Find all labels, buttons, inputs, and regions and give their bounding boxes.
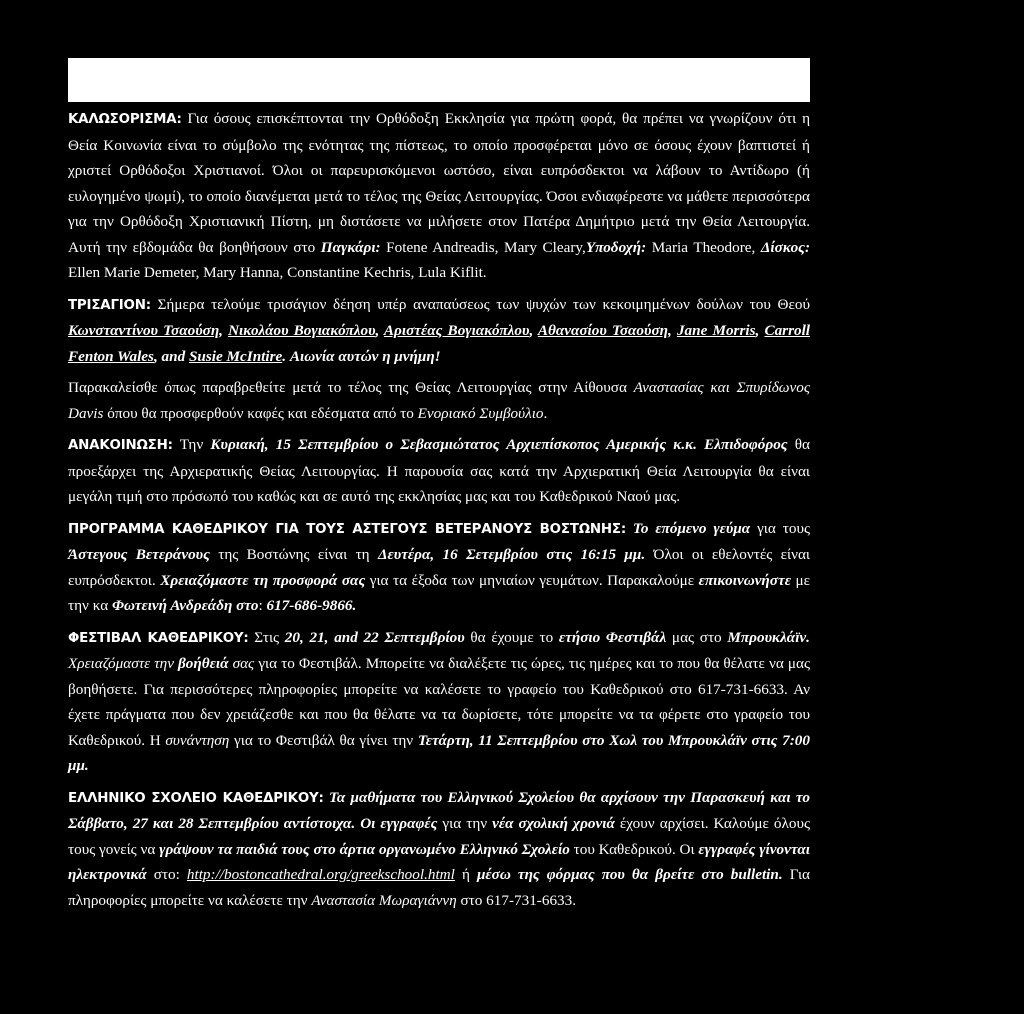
- school-text-4: στο:: [146, 866, 187, 883]
- school-text-7: στο 617-731-6633.: [456, 891, 577, 909]
- hall-name: Αναστασίας και Σπυρίδωνος Davis: [68, 379, 810, 422]
- meeting-word: συνάντηση: [165, 731, 230, 749]
- veterans-heading: ΠΡΟΓΡΑΜΜΑ ΚΑΘΕΔΡΙΚΟΥ ΓΙΑ ΤΟΥΣ ΑΣΤΕΓΟΥΣ ΒΕΤΕΡΑΝΟΥΣ ΒΟΣΤΩΝΗΣ:: [68, 521, 627, 537]
- announcement-highlight: Κυριακή, 15 Σεπτεμβρίου ο Σεβασμιώτατος Αρχιεπίσκοπος Αμερικής κ.κ. Ελπιδοφόρος: [210, 436, 788, 453]
- announcement-text-2: θα προεξάρχει της Αρχιερατικής Θείας Λειτουργίας. Η παρουσία σας κατά την Αρχιερατική Θεία Λειτουργία θα είναι μεγάλη τιμή στο πρόσωπό του καθώς και σε αυτό της εκκλησίας μας και του Καθεδρικού Ναού μας.: [68, 436, 810, 505]
- label-ypodoxi: Υποδοχή:: [585, 238, 647, 256]
- school-text: για την: [437, 815, 493, 832]
- trisagion-heading: ΤΡΙΣΑΓΙΟΝ:: [68, 297, 151, 313]
- colon: :: [258, 597, 267, 614]
- festival-dates: 20, 21, and 22 Σεπτεμβρίου: [284, 628, 465, 646]
- festival-text-5: για το Φεστιβάλ θα γίνει την: [229, 731, 418, 749]
- coffee-text-2: όπου θα προσφερθούν καφές και εδέσματα από το: [103, 404, 418, 422]
- welcome-text: Για όσους επισκέπτονται την Ορθόδοξη Εκκλησία για πρώτη φορά, θα πρέπει να γνωρίζουν ότι η Θεία Κοινωνία είναι το σύμβολο της ενότητας της πίστεως, το οποίο προσφέρεται μόνο σε όσους έχουν βαπτιστεί ή χριστεί Ορθόδοξοι Χριστιανοί. Όλοι οι παρευρισκόμενοι ωστόσο, είναι ευπρόσδεκτοι να λάβουν το Αντίδωρο (ή ευλογημένο ψωμί), το οποίο διανέμεται μετά το τέλος της Θείας Λειτουργίας. Όσοι ενδιαφέρεστε να μάθετε περισσότερα για την Ορθόδοξη Χριστιανική Πίστη, μη διστάσετε να μιλήσετε στον Πατέρα Δημήτριο μετά την Θεία Λειτουργία. Αυτή την εβδομάδα θα βοηθήσουν στο: [68, 110, 811, 256]
- deceased-name-7: Susie McIntire: [188, 347, 283, 365]
- separator: ,: [755, 322, 765, 339]
- trisagion-text: Σήμερα τελούμε τρισάγιον δέηση υπέρ αναπαύσεως των ψυχών των κεκοιμημένων δούλων του Θεού: [150, 295, 810, 313]
- contact-name: Φωτεινή Ανδρεάδη στο: [111, 597, 259, 614]
- school-text-3: του Καθεδρικού. Οι: [569, 840, 699, 858]
- veterans-text-4: για τα έξοδα των μηνιαίων γευμάτων. Παρακαλούμε: [365, 571, 699, 589]
- enroll-children: γράψουν τα παιδιά τους στο άρτια οργανωμένο Ελληνικό Σχολείο: [159, 840, 570, 858]
- help-word: βοήθειά: [178, 655, 229, 672]
- deceased-name-5: Jane Morris: [676, 322, 756, 339]
- trisagion-paragraph: [68, 292, 810, 370]
- school-heading: ΕΛΛΗΝΙΚΟ ΣΧΟΛΕΙΟ ΚΑΘΕΔΡΙΚΟΥ:: [68, 790, 324, 806]
- coffee-text: Παρακαλείσθε όπως παραβρεθείτε μετά το τέλος της Θείας Λειτουργίας στην Αίθουσα: [68, 379, 634, 396]
- school-link[interactable]: http://bostoncathedral.org/greekschool.html: [186, 866, 455, 883]
- bulletin-form: μέσω της φόρμας που θα βρείτε στο bulletin.: [476, 866, 783, 883]
- deceased-name-1: Κωνσταντίνου Τσαούση: [68, 322, 220, 339]
- deceased-name-2: Νικολάου Βογιακόπλου: [228, 322, 376, 339]
- veterans-text-2: της Βοστώνης είναι τη: [209, 546, 378, 563]
- classes-start: Τα μαθήματα του Ελληνικού Σχολείου θα αρχίσουν την Παρασκευή και το Σάββατο, 27 και 28 Σεπτεμβρίου αντίστοιχα. Οι εγγραφές: [68, 788, 810, 832]
- veterans-text: για τους: [750, 519, 810, 537]
- brookline: Μπρουκλάϊν.: [727, 628, 810, 646]
- contact-phone: 617-686-9866.: [266, 597, 357, 614]
- your-word: σας: [228, 655, 255, 672]
- next-meal: Το επόμενο γεύμα: [626, 519, 751, 537]
- bulletin-body: [68, 106, 810, 913]
- annual-festival: ετήσιο Φεστιβάλ: [558, 628, 667, 646]
- veterans-text-5: με την κα: [68, 571, 810, 614]
- trisagion-closing: . Αιωνία αυτών η μνήμη!: [282, 347, 441, 365]
- deceased-name-3: Αριστέας Βογιακόπλου: [383, 322, 530, 339]
- welcome-heading: ΚΑΛΩΣΟΡΙΣΜΑ:: [68, 112, 182, 127]
- veterans-date: Δευτέρα, 16 Σετεμβρίου στις 16:15 μμ.: [378, 546, 646, 563]
- deceased-name-6: Carroll Fenton Wales: [68, 322, 811, 365]
- school-text-2: έχουν αρχίσει. Καλούμε όλους τους γονείς να: [68, 815, 810, 858]
- school-paragraph: [68, 785, 810, 914]
- festival-need: Χρειαζόμαστε την: [68, 655, 179, 672]
- welcome-text-4: Ellen Marie Demeter, Mary Hanna, Constantine Kechris, Lula Kiflit.: [68, 264, 487, 281]
- welcome-paragraph: [68, 106, 810, 286]
- period: .: [543, 404, 548, 422]
- separator: ,: [529, 322, 538, 339]
- meeting-date: Τετάρτη, 11 Σεπτεμβρίου στο Χωλ του Μπρουκλάϊν στις 7:00 μμ.: [68, 731, 810, 774]
- veterans-paragraph: [68, 516, 810, 619]
- header-bar: [68, 58, 810, 102]
- festival-paragraph: [68, 625, 810, 779]
- label-pagkari: Παγκάρι:: [320, 238, 381, 256]
- homeless-veterans: Άστεγους Βετεράνους: [68, 546, 210, 563]
- new-school-year: νέα σχολική χρονιά: [492, 815, 615, 832]
- school-text-5: ή: [454, 866, 477, 883]
- label-diskos: Δίσκος:: [760, 238, 810, 256]
- announcement-paragraph: [68, 432, 810, 510]
- festival-text-4: για το Φεστιβάλ. Μπορείτε να διαλέξετε τις ώρες, τις ημέρες και το που θα θέλατε να μας βοηθήσετε. Για περισσότερες πληροφορίες μπορείτε να καλέσετε το γραφείο του Καθεδρικού στο 617-731-6633. Αν έχετε πράγματα που δεν χρειάζεσθε και που θα θέλατε να τα δωρίσετε, τότε μπορείτε να τα φέρετε στο γραφείο του Καθεδρικού. Η: [68, 655, 810, 749]
- separator: , and: [153, 347, 189, 365]
- school-text-6: Για πληροφορίες μπορείτε να καλέσετε την: [68, 866, 810, 909]
- announcement-heading: ΑΝΑΚΟΙΝΩΣΗ:: [68, 438, 173, 453]
- welcome-text-2: Fotene Andreadis, Mary Cleary,: [380, 238, 586, 256]
- announcement-text: Την: [172, 436, 211, 453]
- parish-council: Ενοριακό Συμβούλιο: [417, 404, 544, 422]
- welcome-text-3: Maria Theodore,: [646, 238, 761, 256]
- festival-text: Στις: [248, 628, 285, 646]
- festival-text-3: μας στο: [666, 628, 728, 646]
- veterans-text-3: Όλοι οι εθελοντές είναι ευπρόσδεκτοι.: [68, 546, 810, 589]
- coffee-paragraph: [68, 375, 810, 426]
- online-registration: εγγραφές γίνονται ηλεκτρονικά: [68, 840, 810, 883]
- contact-person: Αναστασία Μωραγιάννη: [311, 891, 457, 909]
- separator: ,: [668, 322, 677, 339]
- festival-heading: ΦΕΣΤΙΒΑΛ ΚΑΘΕΔΡΙΚΟΥ:: [68, 630, 249, 646]
- contact-word: επικοινωνήστε: [698, 571, 791, 589]
- deceased-name-4: Αθανασίου Τσαούση: [537, 322, 668, 339]
- festival-text-2: θα έχουμε το: [464, 628, 559, 646]
- separator: ,: [375, 322, 384, 339]
- separator: ,: [219, 322, 229, 339]
- donation-need: Χρειαζόμαστε τη προσφορά σας: [160, 571, 366, 589]
